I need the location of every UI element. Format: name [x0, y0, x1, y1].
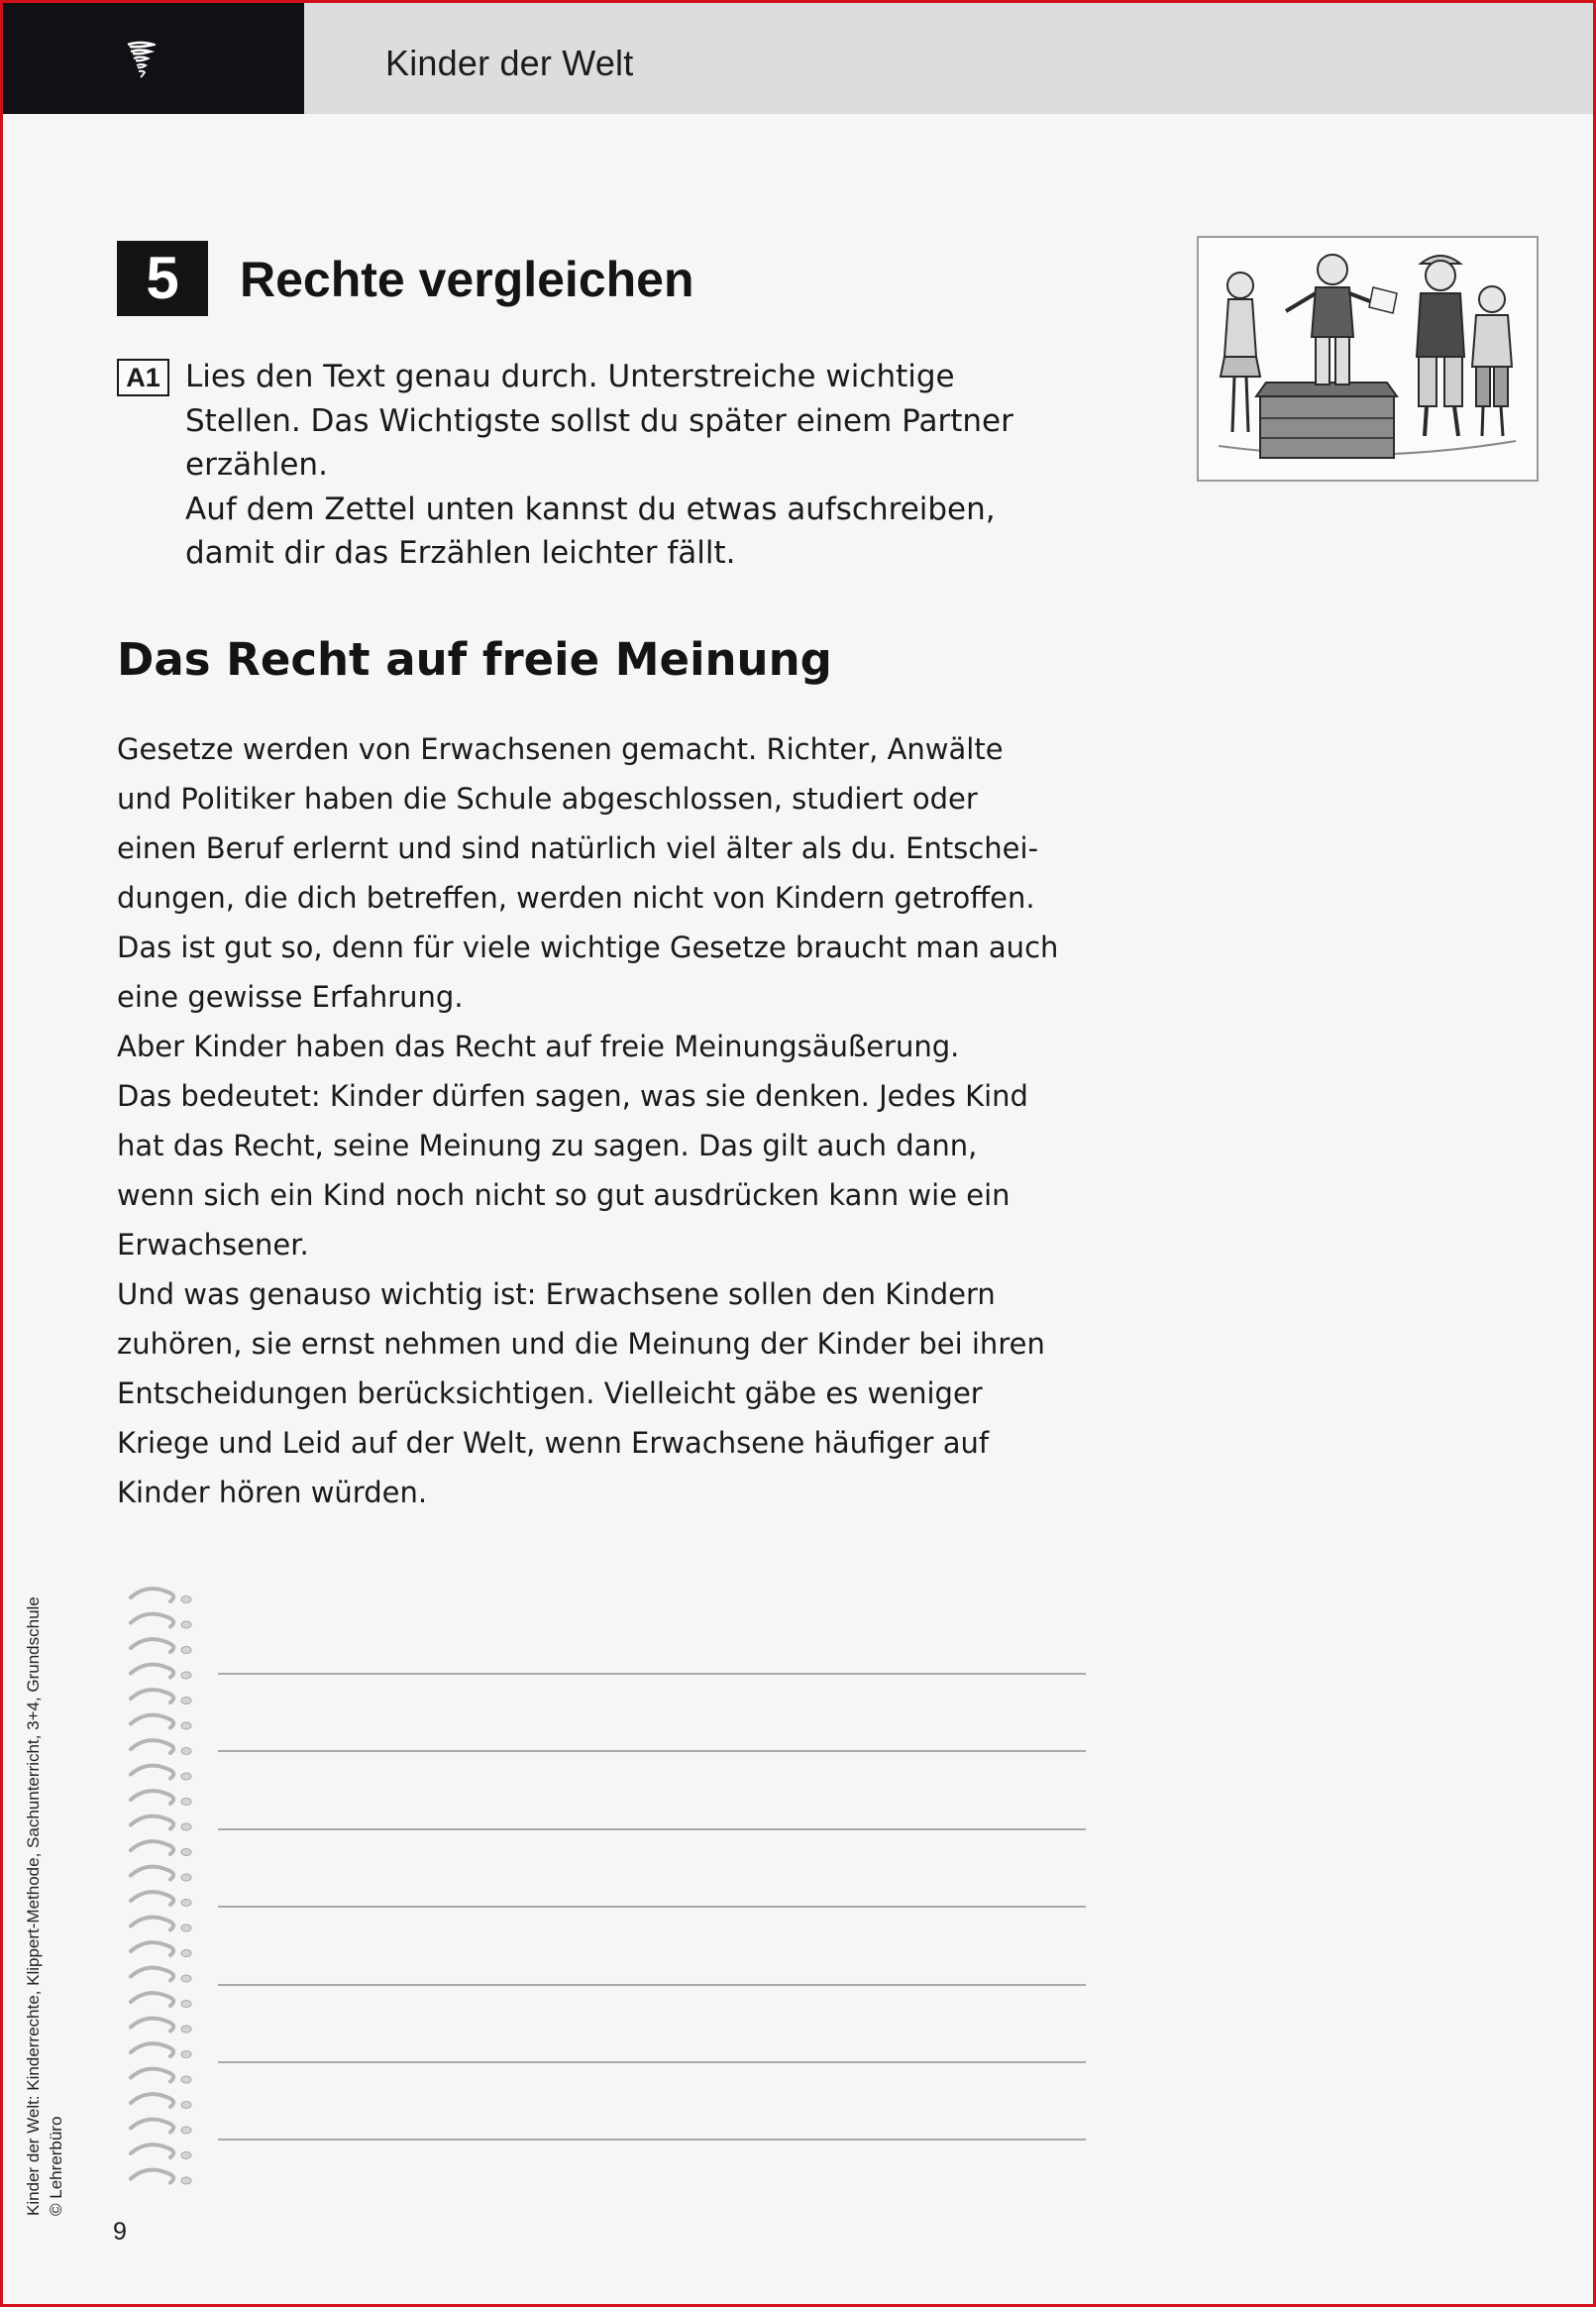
note-line[interactable]	[218, 1750, 1086, 1752]
spiral-hole	[181, 1924, 191, 1931]
spiral-hole	[181, 1773, 191, 1780]
article-line: Das bedeutet: Kinder dürfen sagen, was sie denken. Jedes Kind	[117, 1079, 1028, 1113]
article-line: hat das Recht, seine Meinung zu sagen. Das gilt auch dann,	[117, 1129, 978, 1162]
spiral-hole	[181, 2102, 191, 2109]
header-title: Kinder der Welt	[385, 43, 634, 83]
spiral-hole	[181, 2152, 191, 2159]
article-line: zuhören, sie ernst nehmen und die Meinung der Kinder bei ihren	[117, 1327, 1045, 1361]
side-credit	[22, 1522, 67, 2216]
section-title: Rechte vergleichen	[240, 252, 694, 307]
spiral-coil	[131, 1614, 173, 1627]
spiral-coil	[131, 2170, 173, 2183]
spiral-coil	[131, 1690, 173, 1703]
spiral-coil	[131, 1816, 173, 1829]
spiral-hole	[181, 1698, 191, 1704]
spiral-hole	[181, 1748, 191, 1755]
article-line: Und was genauso wichtig ist: Erwachsene sollen den Kindern	[117, 1277, 996, 1311]
spiral-coil	[131, 1740, 173, 1753]
spiral-hole	[181, 2076, 191, 2083]
spiral-hole	[181, 2051, 191, 2058]
article-heading: Das Recht auf freie Meinung	[117, 633, 832, 686]
spiral-hole	[181, 1672, 191, 1679]
spiral-binding-icon	[127, 1580, 202, 2194]
spiral-coil	[131, 1589, 173, 1601]
spiral-hole	[181, 1647, 191, 1654]
section-number-badge: 5	[117, 241, 208, 316]
article-line: Erwachsener.	[117, 1228, 309, 1262]
spiral-coil	[131, 2019, 173, 2032]
spiral-coil	[131, 1715, 173, 1728]
article-line: dungen, die dich betreffen, werden nicht von Kindern getroffen.	[117, 881, 1035, 915]
note-line[interactable]	[218, 1828, 1086, 1830]
spiral-coil	[131, 1993, 173, 2006]
note-line[interactable]	[218, 1906, 1086, 1908]
task-line: Auf dem Zettel unten kannst du etwas aufschreiben,	[185, 491, 996, 527]
spiral-coil	[131, 1892, 173, 1905]
spiral-hole	[181, 1596, 191, 1603]
spiral-coil	[131, 2120, 173, 2133]
spiral-hole	[181, 1722, 191, 1729]
spiral-hole	[181, 1900, 191, 1907]
spiral-coil	[131, 1791, 173, 1804]
spiral-hole	[181, 2001, 191, 2008]
article-line: Aber Kinder haben das Recht auf freie Meinungsäußerung.	[117, 1030, 960, 1063]
page-header	[3, 3, 1593, 114]
spiral-coil	[131, 1968, 173, 1981]
spiral-coil	[131, 1766, 173, 1779]
spiral-coil	[131, 2094, 173, 2107]
credit-line: © Lehrerbüro	[47, 2116, 65, 2216]
four-children-with-treasure-chest-illustration	[1199, 238, 1537, 480]
spiral-coil	[131, 2069, 173, 2082]
task-line: Stellen. Das Wichtigste sollst du später einem Partner	[185, 402, 1013, 439]
children-illustration	[1197, 236, 1539, 482]
task-line: Lies den Text genau durch. Unterstreiche wichtige	[185, 359, 955, 394]
spiral-coil	[131, 2144, 173, 2157]
spiral-coil	[131, 1665, 173, 1678]
article-line: einen Beruf erlernt und sind natürlich viel älter als du. Entschei-	[117, 831, 1039, 865]
spiral-hole	[181, 2177, 191, 2184]
spiral-coil	[131, 1867, 173, 1880]
spiral-coil	[131, 2043, 173, 2056]
task-line: damit dir das Erzählen leichter fällt.	[185, 535, 736, 571]
credit-line: Kinder der Welt: Kinderrechte, Klippert-Methode, Sachunterricht, 3+4, Grundschule	[24, 1596, 43, 2216]
spiral-coil	[131, 1942, 173, 1955]
spiral-hole	[181, 1975, 191, 1982]
article-body	[117, 724, 1108, 1517]
note-line[interactable]	[218, 2061, 1086, 2063]
article-line: Kinder hören würden.	[117, 1476, 428, 1509]
spiral-hole	[181, 2127, 191, 2134]
article-line: Kriege und Leid auf der Welt, wenn Erwachsene häufiger auf	[117, 1426, 990, 1460]
spiral-coil	[131, 1918, 173, 1930]
spiral-hole	[181, 1621, 191, 1628]
spiral-hole	[181, 1874, 191, 1881]
note-line[interactable]	[218, 2139, 1086, 2141]
note-line[interactable]	[218, 1673, 1086, 1675]
spiral-hole	[181, 2026, 191, 2032]
task-badge: A1	[117, 359, 169, 396]
task-instructions	[185, 355, 1077, 576]
note-line[interactable]	[218, 1984, 1086, 1986]
tornado-swirl-logo-icon	[126, 41, 156, 80]
spiral-hole	[181, 1950, 191, 1957]
article-line: Gesetze werden von Erwachsenen gemacht. Richter, Anwälte	[117, 732, 1004, 766]
spiral-hole	[181, 1823, 191, 1830]
page-number: 9	[113, 2218, 127, 2246]
spiral-hole	[181, 1799, 191, 1806]
article-line: Entscheidungen berücksichtigen. Vielleicht gäbe es weniger	[117, 1376, 983, 1410]
spiral-coil	[131, 1841, 173, 1854]
article-line: Das ist gut so, denn für viele wichtige Gesetze braucht man auch	[117, 931, 1059, 964]
spiral-coil	[131, 1639, 173, 1652]
article-line: und Politiker haben die Schule abgeschlossen, studiert oder	[117, 782, 978, 816]
spiral-hole	[181, 1849, 191, 1856]
article-line: eine gewisse Erfahrung.	[117, 980, 464, 1014]
task-line: erzählen.	[185, 447, 328, 483]
article-line: wenn sich ein Kind noch nicht so gut ausdrücken kann wie ein	[117, 1178, 1011, 1212]
header-logo-block	[3, 3, 304, 114]
